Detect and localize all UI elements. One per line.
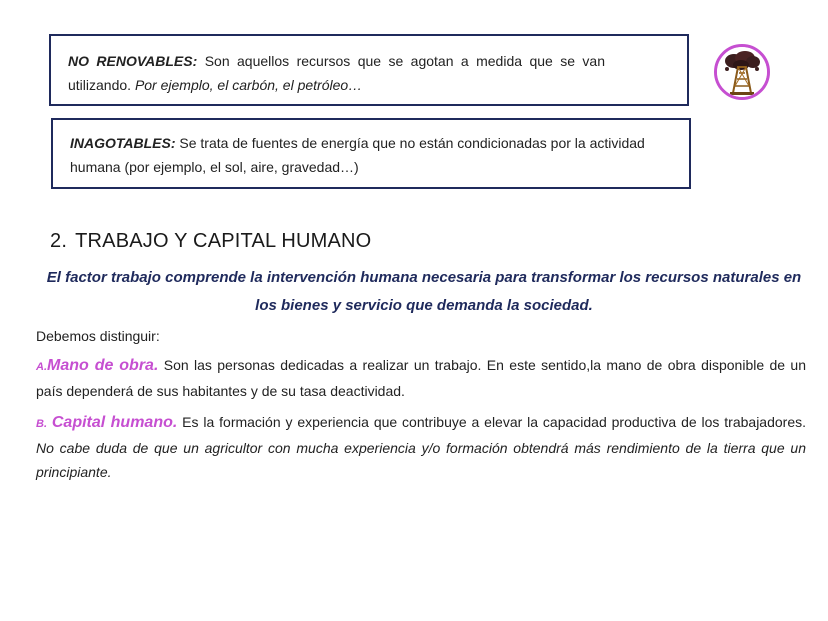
item-a-term: Mano de obra.: [47, 357, 159, 374]
section-number: 2.: [50, 230, 68, 252]
item-b-letter: B.: [36, 418, 47, 430]
item-b-example: No cabe duda de que un agricultor con mucha experiencia y/o formación obtendrá más rendimiento de la tierra que un principiante.: [36, 440, 806, 480]
section-heading: [50, 230, 371, 253]
no-renovables-text: Son aquellos recursos que se agotan a medida que se van utilizando.: [68, 53, 605, 93]
item-a-letter: A.: [36, 361, 47, 373]
item-mano-de-obra: [36, 353, 806, 403]
section-title: TRABAJO Y CAPITAL HUMANO: [75, 230, 372, 252]
inagotables-box: [51, 118, 691, 189]
inagotables-text: Se trata de fuentes de energía que no están condicionadas por la actividad humana (por ejemplo, el sol, aire, gravedad…): [70, 135, 645, 175]
item-capital-humano: [36, 410, 806, 484]
no-renovables-box: [49, 34, 689, 106]
no-renovables-term: NO RENOVABLES:: [68, 53, 198, 69]
item-b-term: Capital humano.: [51, 414, 178, 431]
oil-derrick-icon: [714, 44, 770, 100]
intro-text: Debemos distinguir:: [36, 328, 160, 344]
oil-derrick-graphic: [717, 47, 767, 97]
no-renovables-example: Por ejemplo, el carbón, el petróleo…: [134, 77, 363, 93]
item-b-text: Es la formación y experiencia que contribuye a elevar la capacidad productiva de los trabajadores.: [177, 414, 806, 430]
section-lead: El factor trabajo comprende la intervención humana necesaria para transformar los recursos naturales en los bienes y servicio que demanda la sociedad.: [46, 269, 802, 314]
inagotables-term: INAGOTABLES:: [70, 135, 176, 151]
item-a-text: Son las personas dedicadas a realizar un trabajo. En este sentido,la mano de obra disponible de un país dependerá de sus habitantes y de su tasa deactividad.: [36, 357, 806, 399]
